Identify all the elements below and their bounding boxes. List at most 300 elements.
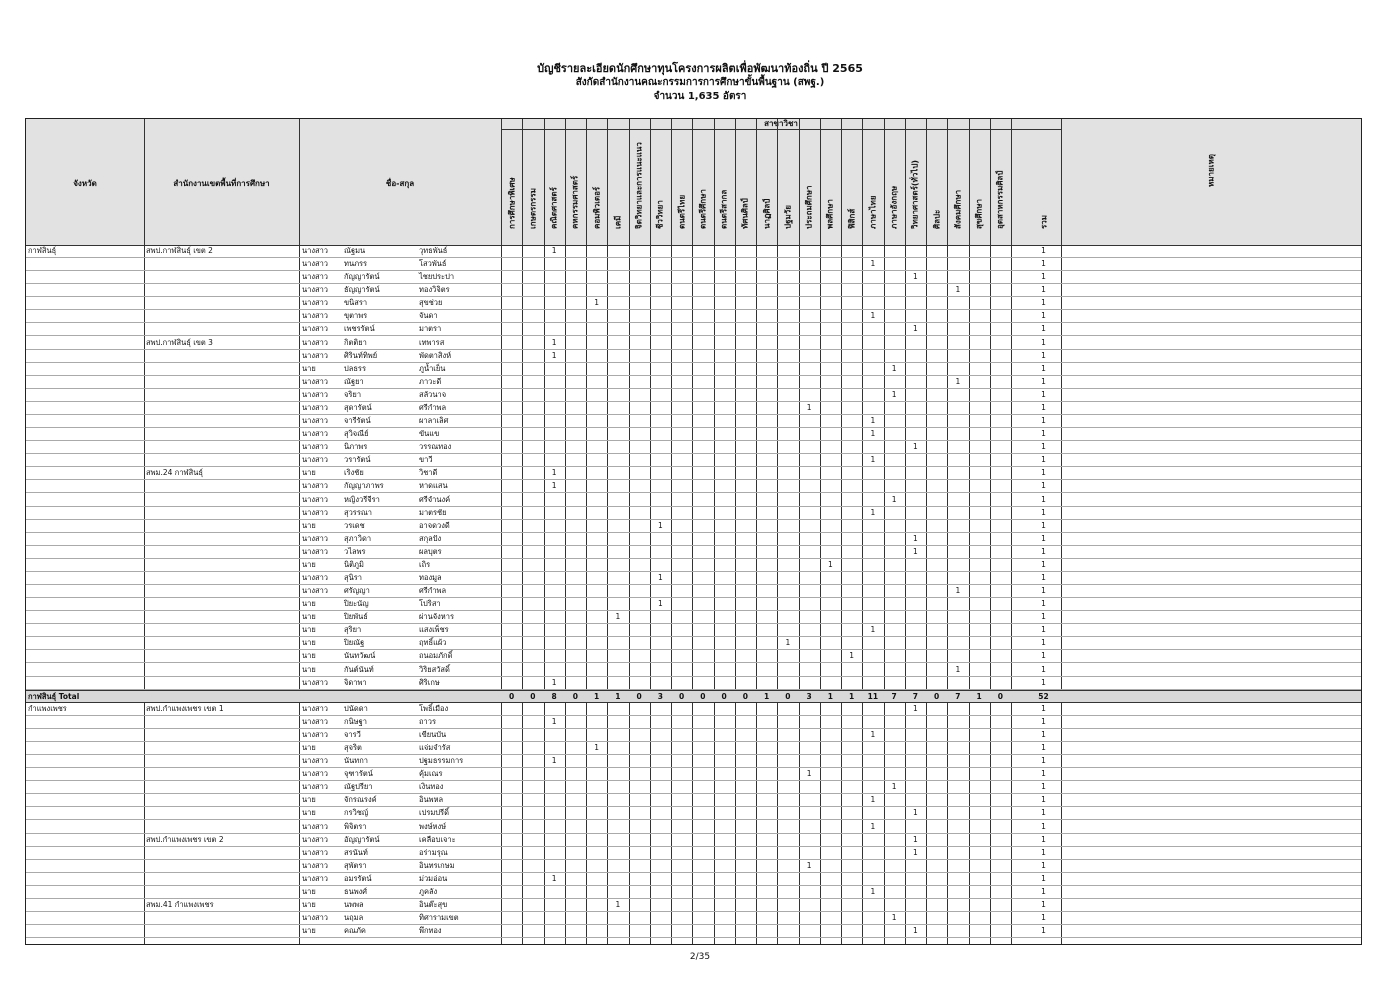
subject-mark-cell: 1 — [870, 729, 876, 739]
title-cell: นางสาว — [302, 389, 329, 399]
subject-mark-cell: 1 — [870, 416, 876, 426]
subject-mark-cell: 1 — [615, 900, 621, 909]
row-total-cell: 1 — [1041, 350, 1046, 360]
table-row — [26, 742, 1361, 755]
first-name-cell: วรารัตน์ — [344, 455, 371, 465]
first-name-cell: ณัฐยา — [344, 376, 364, 386]
subject-count-cell: 0 — [530, 691, 536, 701]
row-total-cell: 1 — [1041, 834, 1046, 844]
subject-mark-cell: 1 — [870, 795, 876, 805]
first-name-cell: สรนันท์ — [344, 847, 368, 857]
last-name-cell: ผ่านจังหาร — [419, 612, 454, 622]
last-name-cell: ศิริเกษ — [419, 677, 440, 687]
first-name-cell: ปนัดดา — [344, 703, 368, 713]
row-total-cell: 1 — [1041, 677, 1046, 687]
title-cell: นางสาว — [302, 272, 329, 282]
last-name-cell: ศรีกำพล — [419, 402, 447, 412]
table-row — [26, 441, 1361, 454]
row-total-cell: 1 — [1041, 429, 1046, 439]
office-cell: สพป.กาฬสินธุ์ เขต 2 — [146, 246, 213, 255]
row-total-cell: 1 — [1041, 389, 1046, 399]
row-total-cell: 1 — [1041, 716, 1046, 726]
last-name-cell: ศรีจำนงค์ — [419, 494, 451, 504]
subject-mark-cell: 1 — [955, 285, 961, 295]
table-row — [26, 572, 1361, 585]
table-row — [26, 807, 1361, 820]
title-cell: นางสาว — [302, 481, 329, 491]
last-name-cell: ภูน้ำเย็น — [419, 363, 446, 373]
first-name-cell: กนิษฐา — [344, 716, 367, 726]
row-total-cell: 1 — [1041, 442, 1046, 452]
subject-header: ปฐมวัย — [783, 205, 793, 229]
first-name-cell: กิตติยา — [344, 337, 367, 347]
first-name-cell: ปลธรร — [344, 363, 366, 373]
row-total-cell: 1 — [1041, 573, 1046, 582]
report-count: จำนวน 1,635 อัตรา — [653, 91, 747, 102]
first-name-cell: ศรัญญา — [344, 586, 370, 596]
title-cell: นางสาว — [302, 873, 329, 883]
title-cell: นาย — [302, 625, 316, 635]
first-name-cell: นิภาพร — [344, 442, 368, 452]
subject-header: ภาษาอังกฤษ — [889, 185, 899, 229]
row-total-cell: 1 — [1041, 756, 1046, 766]
subject-mark-cell: 1 — [870, 886, 876, 896]
table-row — [26, 834, 1361, 847]
first-name-cell: อมรรัตน์ — [344, 873, 372, 883]
subject-mark-cell: 1 — [912, 442, 918, 452]
table-row — [26, 389, 1361, 402]
subject-count-cell: 3 — [806, 691, 812, 701]
row-total-cell: 1 — [1041, 246, 1046, 255]
subject-count-cell: 8 — [551, 691, 557, 701]
subject-header: พลศึกษา — [825, 199, 835, 229]
table-row — [26, 467, 1361, 480]
first-name-cell: สุจริต — [344, 743, 362, 753]
last-name-cell: วรรณทอง — [419, 442, 452, 452]
title-cell: นางสาว — [302, 376, 329, 386]
subject-header: ฟิสิกส์ — [847, 208, 857, 229]
last-name-cell: โพธิ์เมือง — [419, 703, 449, 713]
first-name-cell: นพพล — [344, 900, 364, 909]
first-name-cell: ขนิสรา — [344, 298, 368, 308]
last-name-cell: วิชาดี — [419, 468, 438, 478]
table-row — [26, 480, 1361, 493]
table-row — [26, 245, 1361, 258]
first-name-cell: ศิรินท์ทิพย์ — [344, 350, 378, 360]
office-cell: สพป.กำแพงเพชร เขต 1 — [146, 703, 224, 713]
title-cell: นาย — [302, 559, 316, 569]
first-name-cell: นฤมล — [344, 913, 364, 923]
table-row — [26, 323, 1361, 336]
title-cell: นางสาว — [302, 729, 329, 739]
row-total-cell: 1 — [1041, 311, 1046, 321]
last-name-cell: ขาวี — [419, 455, 433, 465]
subject-header: ดนตรีศึกษา — [698, 189, 708, 229]
last-name-cell: ผลบุตร — [419, 546, 442, 556]
last-name-cell: โสวพันธ์ — [419, 259, 447, 269]
row-total-cell: 1 — [1041, 402, 1046, 412]
first-name-cell: สุภาวิดา — [344, 533, 372, 543]
subject-header: วิทยาศาสตร์(ทั่วไป) — [910, 159, 920, 229]
first-name-cell: อัญญารัตน์ — [344, 834, 380, 844]
last-name-cell: วุทธพันธ์ — [419, 246, 448, 255]
table-row — [26, 494, 1361, 507]
row-total-cell: 1 — [1041, 416, 1046, 426]
last-name-cell: อินทรเกษม — [419, 860, 455, 870]
subject-count-cell: 0 — [509, 691, 515, 701]
last-name-cell: ถนอมภักดิ์ — [419, 651, 453, 661]
title-cell: นาย — [302, 926, 316, 936]
last-name-cell: เงินทอง — [419, 782, 444, 792]
subject-header: การศึกษาพิเศษ — [507, 177, 517, 229]
subject-mark-cell: 1 — [657, 520, 663, 530]
title-cell: นางสาว — [302, 834, 329, 844]
last-name-cell: เคลือบเจาะ — [419, 834, 456, 844]
last-name-cell: อาจดวงดี — [419, 520, 450, 530]
title-cell: นาย — [302, 520, 316, 530]
title-cell: นาย — [302, 900, 316, 909]
subject-mark-cell: 1 — [657, 599, 663, 609]
last-name-cell: พัดตาสิงห์ — [419, 350, 452, 360]
subject-header: จิตวิทยาและการแนะแนว — [634, 142, 644, 229]
subject-mark-cell: 1 — [912, 834, 918, 844]
title-cell: นางสาว — [302, 507, 329, 517]
last-name-cell: อร่ามรุณ — [419, 847, 448, 857]
row-total-cell: 1 — [1041, 324, 1046, 334]
first-name-cell: คณภัค — [344, 926, 366, 936]
subject-mark-cell: 1 — [615, 612, 621, 622]
subject-count-cell: 0 — [742, 691, 748, 701]
report-title: บัญชีรายละเอียดนักศึกษาทุนโครงการผลิตเพื่อพัฒนาท้องถิ่น ปี 2565 — [537, 62, 863, 75]
subject-count-cell: 1 — [849, 691, 855, 701]
subject-mark-cell: 1 — [551, 716, 557, 726]
subject-count-cell: 1 — [827, 691, 833, 701]
table-row — [26, 507, 1361, 520]
row-total-cell: 1 — [1041, 337, 1046, 347]
table-row — [26, 664, 1361, 677]
report-subtitle: สังกัดสำนักงานคณะกรรมการการศึกษาขั้นพื้นฐาน (สพฐ.) — [575, 77, 825, 88]
subject-header: ประถมศึกษา — [804, 185, 814, 229]
subject-count-cell: 1 — [594, 691, 600, 701]
title-cell: นาย — [302, 468, 316, 478]
last-name-cell: ศรีกำพล — [419, 586, 447, 596]
last-name-cell: เปรมปรีดิ์ — [419, 808, 449, 818]
table-row — [26, 546, 1361, 559]
row-total-cell: 1 — [1041, 860, 1046, 870]
title-cell: นางสาว — [302, 429, 329, 439]
first-name-cell: สุดารัตน์ — [344, 402, 372, 412]
subject-header: ดนตรีไทย — [677, 194, 687, 229]
subject-header: ศิลปะ — [932, 209, 942, 229]
row-total-cell: 1 — [1041, 638, 1046, 648]
table-row — [26, 755, 1361, 768]
title-cell: นางสาว — [302, 756, 329, 766]
title-cell: นางสาว — [302, 546, 329, 556]
subject-header: คอมพิวเตอร์ — [592, 186, 602, 229]
subject-mark-cell: 1 — [870, 625, 876, 635]
subject-mark-cell: 1 — [849, 651, 855, 661]
first-name-cell: จักรณรงค์ — [344, 795, 377, 805]
subject-mark-cell: 1 — [594, 298, 600, 308]
first-name-cell: ณัฐมน — [344, 246, 366, 255]
row-total-cell: 1 — [1041, 926, 1046, 936]
table-row — [26, 768, 1361, 781]
table-row — [26, 899, 1361, 912]
subject-mark-cell: 1 — [912, 272, 918, 282]
row-total-cell: 1 — [1041, 455, 1046, 465]
title-cell: นางสาว — [302, 350, 329, 360]
last-name-cell: ทิศารามเขต — [419, 913, 459, 923]
subject-mark-cell: 1 — [891, 389, 897, 399]
title-cell: นางสาว — [302, 533, 329, 543]
province-cell: กาฬสินธุ์ Total — [28, 691, 80, 701]
row-total-cell: 1 — [1041, 913, 1046, 923]
subject-header: ชีววิทยา — [655, 200, 665, 229]
first-name-cell: เพชรรัตน์ — [344, 324, 375, 334]
subject-count-cell: 7 — [912, 691, 918, 701]
row-total-cell: 1 — [1041, 520, 1046, 530]
first-name-cell: กันต์นันท์ — [344, 664, 374, 674]
subject-mark-cell: 1 — [551, 246, 557, 255]
table-row — [26, 860, 1361, 873]
title-cell: นาย — [302, 651, 316, 661]
last-name-cell: หาดแสน — [419, 481, 448, 491]
first-name-cell: ปิยพันธ์ — [344, 612, 368, 622]
row-total-cell: 1 — [1041, 729, 1046, 739]
title-cell: นางสาว — [302, 847, 329, 857]
subject-count-cell: 11 — [867, 691, 879, 701]
title-cell: นาย — [302, 886, 316, 896]
row-total-cell: 1 — [1041, 900, 1046, 909]
title-cell: นาย — [302, 795, 316, 805]
row-total-cell: 1 — [1041, 769, 1046, 779]
row-total-cell: 1 — [1041, 782, 1046, 792]
last-name-cell: วิริยสวัสดิ์ — [419, 664, 450, 674]
title-cell: นางสาว — [302, 494, 329, 504]
subject-count-cell: 0 — [700, 691, 706, 701]
table-row — [26, 350, 1361, 363]
row-total-cell: 1 — [1041, 886, 1046, 896]
row-total-cell: 1 — [1041, 743, 1046, 753]
subject-count-cell: 3 — [657, 691, 663, 701]
subject-group-header: สาขาวิชา — [501, 119, 1061, 130]
subject-header: ทัศนศิลป์ — [740, 198, 750, 229]
table-row — [26, 611, 1361, 624]
subject-header: สังคมศึกษา — [953, 189, 963, 229]
subject-mark-cell: 1 — [594, 743, 600, 753]
first-name-cell: สุวิจณีย์ — [344, 429, 369, 439]
title-cell: นางสาว — [302, 677, 329, 687]
table-row — [26, 533, 1361, 546]
first-name-cell: สุวรรณา — [344, 507, 373, 517]
row-total-cell: 1 — [1041, 625, 1046, 635]
subject-mark-cell: 1 — [891, 363, 897, 373]
total-row — [26, 690, 1361, 703]
last-name-cell: อินพหล — [419, 795, 444, 805]
last-name-cell: เขียนบัน — [419, 729, 447, 739]
row-total-cell: 1 — [1041, 612, 1046, 622]
subject-mark-cell: 1 — [955, 586, 961, 596]
first-name-cell: ปิยะนัญ — [344, 599, 369, 609]
last-name-cell: คุ้มเณร — [419, 769, 443, 779]
last-name-cell: สกุลปัง — [419, 533, 442, 543]
last-name-cell: เถิร — [419, 559, 431, 569]
subject-mark-cell: 1 — [912, 808, 918, 818]
last-name-cell: ทองวิจิตร — [419, 285, 450, 295]
first-name-cell: กัญญารัตน์ — [344, 272, 380, 282]
last-name-cell: ถาวร — [419, 716, 436, 726]
first-name-cell: จารีรัตน์ — [344, 416, 371, 426]
province-header: จังหวัด — [73, 179, 97, 188]
subject-mark-cell: 1 — [806, 860, 812, 870]
first-name-cell: สุริยา — [344, 625, 362, 635]
table-row — [26, 925, 1361, 938]
table-row — [26, 363, 1361, 376]
subject-count-cell: 0 — [679, 691, 685, 701]
first-name-cell: ธนพงศ์ — [344, 886, 368, 896]
province-cell: กำแพงเพชร — [28, 703, 67, 713]
first-name-cell: จุฑารัตน์ — [344, 769, 373, 779]
subject-mark-cell: 1 — [912, 324, 918, 334]
last-name-cell: ปฐมธรรมการ — [419, 756, 464, 766]
first-name-cell: วรเดช — [344, 520, 365, 530]
last-name-cell: พงษ์หงษ์ — [419, 821, 447, 831]
title-cell: นางสาว — [302, 402, 329, 412]
row-total-cell: 1 — [1041, 533, 1046, 543]
last-name-cell: เทพารส — [419, 337, 445, 347]
title-cell: นางสาว — [302, 442, 329, 452]
subject-mark-cell: 1 — [891, 913, 897, 923]
table-row — [26, 428, 1361, 441]
subject-mark-cell: 1 — [870, 429, 876, 439]
row-total-cell: 1 — [1041, 664, 1046, 674]
row-total-cell: 1 — [1041, 272, 1046, 282]
subject-count-cell: 1 — [764, 691, 770, 701]
subject-count-cell: 7 — [955, 691, 961, 701]
subject-mark-cell: 1 — [955, 664, 961, 674]
table-row — [26, 520, 1361, 533]
note-header: หมายเหตุ — [1206, 154, 1216, 187]
subject-header: คณิตศาสตร์ — [549, 187, 559, 229]
table-row — [26, 271, 1361, 284]
row-total-cell: 1 — [1041, 298, 1046, 308]
total-header: รวม — [1039, 214, 1048, 229]
title-cell: นางสาว — [302, 573, 329, 582]
row-total-cell: 1 — [1041, 873, 1046, 883]
first-name-cell: สุนิรา — [344, 573, 362, 582]
row-total-cell: 1 — [1041, 481, 1046, 491]
row-total-cell: 1 — [1041, 363, 1046, 373]
subject-count-cell: 7 — [891, 691, 897, 701]
title-cell: นางสาว — [302, 913, 329, 923]
table-row — [26, 310, 1361, 323]
last-name-cell: มาตรา — [419, 324, 442, 334]
first-name-cell: กัญญาภาพร — [344, 481, 384, 491]
table-row — [26, 703, 1361, 716]
title-cell: นาย — [302, 363, 316, 373]
first-name-cell: กรวิชญ์ — [344, 808, 369, 818]
subject-mark-cell: 1 — [870, 311, 876, 321]
subject-mark-cell: 1 — [891, 782, 897, 792]
row-total-cell: 52 — [1038, 691, 1049, 701]
first-name-cell: สุพัตรา — [344, 860, 367, 870]
first-name-cell: จารวี — [344, 729, 361, 739]
row-total-cell: 1 — [1041, 808, 1046, 818]
table-row — [26, 873, 1361, 886]
last-name-cell: แสงเพ็ชร — [419, 625, 449, 635]
row-total-cell: 1 — [1041, 285, 1046, 295]
title-cell: นางสาว — [302, 716, 329, 726]
row-total-cell: 1 — [1041, 259, 1046, 269]
first-name-cell: เริงชัย — [344, 468, 364, 478]
title-cell: นาย — [302, 638, 316, 648]
table-row — [26, 781, 1361, 794]
table-row — [26, 912, 1361, 925]
table-row — [26, 454, 1361, 467]
table-row — [26, 677, 1361, 690]
roster-table — [25, 118, 1362, 945]
last-name-cell: โปริสา — [419, 599, 441, 609]
title-cell: นาย — [302, 808, 316, 818]
title-cell: นางสาว — [302, 285, 329, 295]
subject-mark-cell: 1 — [806, 769, 812, 779]
first-name-cell: จริยา — [344, 389, 362, 399]
last-name-cell: ฤทธิ์แผ้ว — [419, 638, 447, 648]
office-header: สำนักงานเขตพื้นที่การศึกษา — [173, 179, 270, 188]
table-row — [26, 821, 1361, 834]
row-total-cell: 1 — [1041, 599, 1046, 609]
table-row — [26, 624, 1361, 637]
subject-mark-cell: 1 — [870, 821, 876, 831]
subject-count-cell: 0 — [785, 691, 791, 701]
title-cell: นางสาว — [302, 337, 329, 347]
last-name-cell: อินต๊ะสุข — [419, 900, 448, 909]
table-row — [26, 559, 1361, 572]
subject-mark-cell: 1 — [657, 573, 663, 582]
title-cell: นางสาว — [302, 298, 329, 308]
row-total-cell: 1 — [1041, 651, 1046, 661]
subject-count-cell: 0 — [997, 691, 1003, 701]
subject-mark-cell: 1 — [870, 507, 876, 517]
title-cell: นางสาว — [302, 769, 329, 779]
last-name-cell: ภูคลัง — [419, 886, 438, 896]
first-name-cell: นิติภูมิ — [344, 559, 364, 569]
title-cell: นาย — [302, 599, 316, 609]
subject-mark-cell: 1 — [551, 481, 557, 491]
first-name-cell: พิจิตรา — [344, 821, 367, 831]
first-name-cell: ปิยณัฐ — [344, 638, 365, 648]
table-row — [26, 650, 1361, 663]
first-name-cell: ณัฐปรียา — [344, 782, 373, 792]
last-name-cell: สุขช่วย — [419, 298, 443, 308]
subject-mark-cell: 1 — [912, 533, 918, 543]
table-row — [26, 284, 1361, 297]
page-number: 2/35 — [689, 952, 711, 962]
table-row — [26, 585, 1361, 598]
last-name-cell: ม่วมอ่อน — [419, 873, 448, 883]
table-row — [26, 376, 1361, 389]
title-cell: นางสาว — [302, 311, 329, 321]
first-name-cell: ขุตาพร — [344, 311, 368, 321]
subject-mark-cell: 1 — [870, 455, 876, 465]
subject-mark-cell: 1 — [912, 703, 918, 713]
province-cell: กาฬสินธุ์ — [28, 246, 57, 255]
title-cell: นางสาว — [302, 455, 329, 465]
title-cell: นางสาว — [302, 324, 329, 334]
row-total-cell: 1 — [1041, 468, 1046, 478]
table-header — [26, 119, 1361, 246]
table-row — [26, 847, 1361, 860]
